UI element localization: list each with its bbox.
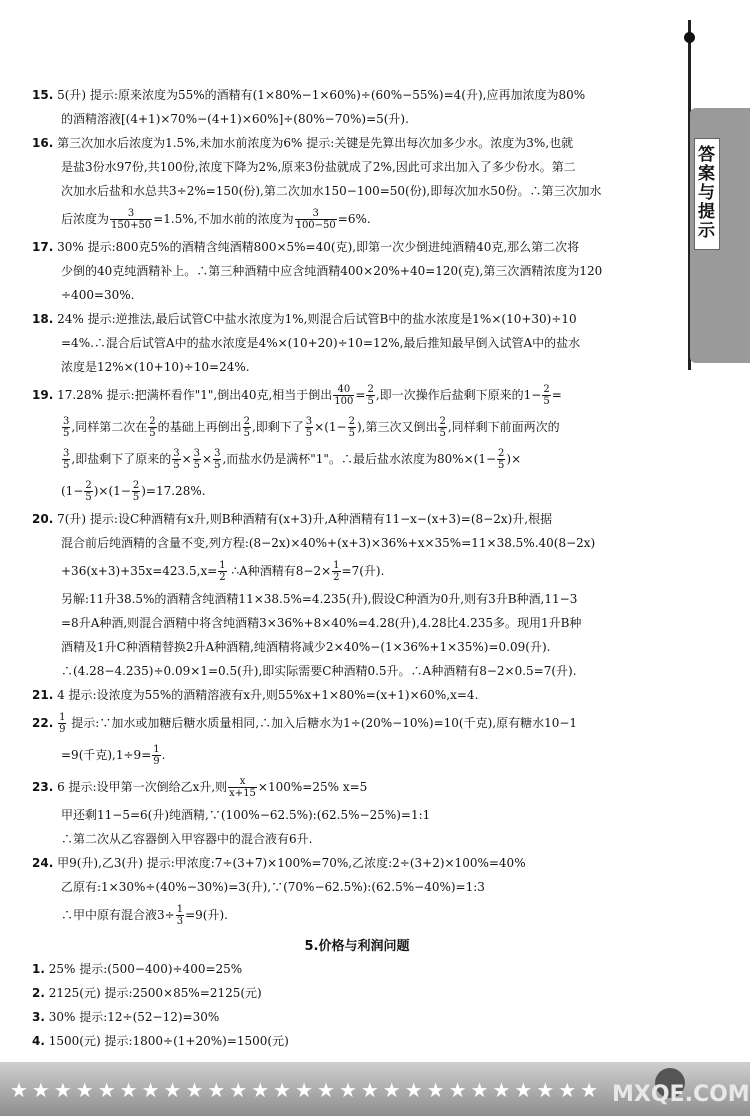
list-item bbox=[32, 1034, 682, 1049]
fraction: $\frac{1}{2}$ bbox=[333, 560, 340, 583]
answer-number: 3. bbox=[32, 1010, 45, 1024]
answer-number: 1. bbox=[32, 962, 45, 976]
answer-text: =9(千克),1÷9= bbox=[61, 748, 152, 762]
answer-number: 21. bbox=[32, 688, 54, 702]
answer-text: 提示:∵加水或加糖后糖水质量相同,∴加入后糖水为1÷(20%−10%)=10(千克),原有糖水10−1 bbox=[67, 716, 578, 730]
side-dot bbox=[684, 32, 695, 43]
answer-15 bbox=[32, 88, 682, 127]
list-item bbox=[32, 986, 682, 1001]
fraction: $\frac{3}{5}$ bbox=[193, 448, 201, 471]
answer-text: 2125(元) 提示:2500×85%=2125(元) bbox=[48, 986, 262, 1000]
answer-text: 30% 提示:800克5%的酒精含纯酒精800×5%=40(克),即第一次少倒进纯酒精40克,那么第二次将 bbox=[57, 240, 580, 254]
fraction: $\frac{2}{5}$ bbox=[439, 416, 446, 439]
answer-text: )=17.28%. bbox=[141, 484, 206, 498]
answer-text: 25% 提示:(500−400)÷400=25% bbox=[48, 962, 243, 976]
answer-text: )×(1− bbox=[93, 484, 131, 498]
answer-21 bbox=[32, 688, 682, 703]
fraction: $\frac{2}{5}$ bbox=[85, 480, 92, 503]
fraction: $\frac{2}{5}$ bbox=[348, 416, 355, 439]
answer-text: 6 提示:设甲第一次倒给乙x升,则 bbox=[57, 780, 228, 794]
answer-text: ,即盐剩下了原来的 bbox=[71, 452, 172, 466]
answer-number: 2. bbox=[32, 986, 45, 1000]
answer-text: =9(升). bbox=[185, 908, 228, 922]
answer-text: ∴(4.28−4.235)÷0.09×1=0.5(升),即实际需要C种酒精0.5升。∴A种酒精有8−2×0.5=7(升). bbox=[61, 664, 577, 678]
answer-text: 甲9(升),乙3(升) 提示:甲浓度:7÷(3+7)×100%=70%,乙浓度:2÷(3+2)×100%=40% bbox=[57, 856, 526, 870]
answer-text: 4 提示:设浓度为55%的酒精溶液有x升,则55%x+1×80%=(x+1)×60%,x=4. bbox=[57, 688, 479, 702]
list-item bbox=[32, 962, 682, 977]
answer-text: ∴甲中原有混合液3÷ bbox=[61, 908, 175, 922]
answer-text: 的基础上再倒出 bbox=[157, 420, 242, 434]
answer-text: ,即剩下了 bbox=[251, 420, 304, 434]
watermark: MXQE.COM bbox=[612, 1082, 750, 1107]
answer-20 bbox=[32, 512, 682, 679]
fraction: $\frac{3}{5}$ bbox=[63, 416, 70, 439]
answer-23 bbox=[32, 776, 682, 847]
answer-text: 少倒的40克纯酒精补上。∴第三种酒精中应含纯酒精400×20%+40=120(克),第三次酒精浓度为120 bbox=[61, 264, 603, 278]
answer-text: 酒精及1升C种酒精替换2升A种酒精,纯酒精将减少2×40%−(1×36%+1×35%)=0.09(升). bbox=[61, 640, 551, 654]
section5-list bbox=[32, 962, 682, 1049]
answer-text: ∴A种酒精有8−2× bbox=[227, 564, 332, 578]
answer-text: 24% 提示:逆推法,最后试管C中盐水浓度为1%,则混合后试管B中的盐水浓度是1%×(10+30)÷10 bbox=[57, 312, 577, 326]
answer-text: 是盐3份水97份,共100份,浓度下降为2%,原来3份盐就成了2%,因此可求出加入了多少份水。第二 bbox=[61, 160, 576, 174]
answer-text: (1− bbox=[61, 484, 84, 498]
answer-text: =8升A种酒,则混合酒精中将含纯酒精3×36%+8×40%=4.28(升),4.28比4.235多。现用1升B种 bbox=[61, 616, 582, 630]
fraction: $\frac{1}{9}$ bbox=[153, 744, 160, 767]
fraction: $\frac{2}{5}$ bbox=[149, 416, 156, 439]
answer-text: 1500(元) 提示:1800÷(1+20%)=1500(元) bbox=[48, 1034, 289, 1048]
fraction: $\frac{1}{2}$ bbox=[219, 560, 226, 583]
answer-19 bbox=[32, 384, 682, 503]
answer-number: 17. bbox=[32, 240, 54, 254]
fraction: $\frac{3}{150+50}$ bbox=[111, 208, 152, 231]
answer-text: ∴第二次从乙容器倒入甲容器中的混合液有6升. bbox=[61, 832, 313, 846]
answer-number: 20. bbox=[32, 512, 54, 526]
answer-text: 浓度是12%×(10+10)÷10=24%. bbox=[61, 360, 250, 374]
fraction: $\frac{2}{5}$ bbox=[132, 480, 140, 503]
fraction: $\frac{2}{5}$ bbox=[498, 448, 505, 471]
answer-number: 15. bbox=[32, 88, 54, 102]
answer-text: 甲还剩11−5=6(升)纯酒精,∵(100%−62.5%):(62.5%−25%)=1:1 bbox=[61, 808, 431, 822]
answer-text: ,同样剩下前面两次的 bbox=[447, 420, 560, 434]
answer-text: =7(升). bbox=[341, 564, 385, 578]
fraction: $\frac{40}{100}$ bbox=[334, 384, 354, 407]
answer-text: ×(1− bbox=[314, 420, 347, 434]
section-title: 5.价格与利润问题 bbox=[304, 939, 410, 954]
fraction: $\frac{3}{5}$ bbox=[173, 448, 180, 471]
answer-text: × bbox=[181, 452, 192, 466]
list-item bbox=[32, 1010, 682, 1025]
answer-text: ×100%=25% x=5 bbox=[257, 780, 368, 794]
answer-text: 乙原有:1×30%÷(40%−30%)=3(升),∵(70%−62.5%):(62.5%−40%)=1:3 bbox=[61, 880, 485, 894]
fraction: $\frac{3}{5}$ bbox=[63, 448, 70, 471]
answer-16 bbox=[32, 136, 682, 231]
answer-22 bbox=[32, 712, 682, 767]
answer-24 bbox=[32, 856, 682, 927]
fraction: $\frac{3}{100-50}$ bbox=[295, 208, 336, 231]
answer-17 bbox=[32, 240, 682, 303]
fraction: $\frac{3}{5}$ bbox=[214, 448, 221, 471]
fraction: $\frac{2}{5}$ bbox=[367, 384, 374, 407]
answer-text: = bbox=[551, 388, 562, 402]
answer-text: 17.28% 提示:把满杯看作"1",倒出40克,相当于倒出 bbox=[57, 388, 333, 402]
answer-text: = bbox=[355, 388, 366, 402]
answer-number: 16. bbox=[32, 136, 54, 150]
answer-text: ÷400=30%. bbox=[61, 288, 135, 302]
answer-text: ,同样第二次在 bbox=[71, 420, 148, 434]
answer-number: 4. bbox=[32, 1034, 45, 1048]
answer-text: 第三次加水后浓度为1.5%,未加水前浓度为6% 提示:关键是先算出每次加多少水。浓度为3%,也就 bbox=[57, 136, 574, 150]
answer-text: . bbox=[161, 748, 166, 762]
fraction: $\frac{x}{x+15}$ bbox=[229, 776, 256, 799]
answer-text: 次加水后盐和水总共3÷2%=150(份),第二次加水150−100=50(份),即每次加水50份。∴第三次加水 bbox=[61, 184, 602, 198]
answer-text: 30% 提示:12÷(52−12)=30% bbox=[48, 1010, 220, 1024]
answer-number: 18. bbox=[32, 312, 54, 326]
answer-text: 另解:11升38.5%的酒精含纯酒精11×38.5%=4.235(升),假设C种酒为0升,则有3升B种酒,11−3 bbox=[61, 592, 578, 606]
fraction: $\frac{1}{3}$ bbox=[176, 904, 184, 927]
answer-text: ),第三次又倒出 bbox=[356, 420, 438, 434]
fraction: $\frac{2}{5}$ bbox=[543, 384, 550, 407]
answer-text: ,即一次操作后盐剩下原来的1− bbox=[375, 388, 542, 402]
fraction: $\frac{3}{5}$ bbox=[305, 416, 313, 439]
answer-text: 7(升) 提示:设C种酒精有x升,则B种酒精有(x+3)升,A种酒精有11−x−(x+3)=(8−2x)升,根据 bbox=[57, 512, 553, 526]
answer-text: 后浓度为 bbox=[61, 212, 110, 226]
answer-text: × bbox=[202, 452, 213, 466]
answer-text: 混合前后纯酒精的含量不变,列方程:(8−2x)×40%+(x+3)×36%+x×35%=11×38.5%.40(8−2x) bbox=[61, 536, 596, 550]
fraction: $\frac{1}{9}$ bbox=[59, 712, 66, 735]
answer-text: +36(x+3)+35x=423.5,x= bbox=[61, 564, 218, 578]
answer-text: =6%. bbox=[337, 212, 371, 226]
answer-text: ,而盐水仍是满杯"1"。∴最后盐水浓度为80%×(1− bbox=[222, 452, 497, 466]
answer-number: 23. bbox=[32, 780, 54, 794]
star-row: ★★★★★★★★★★★★★★★★★★★★★★★★★★★ bbox=[10, 1078, 603, 1102]
answer-text: )× bbox=[506, 452, 522, 466]
answer-18 bbox=[32, 312, 682, 375]
answer-number: 24. bbox=[32, 856, 54, 870]
answer-number: 19. bbox=[32, 388, 54, 402]
side-label: 答案与提示 bbox=[694, 145, 714, 240]
answer-number: 22. bbox=[32, 716, 54, 730]
answer-text: 5(升) 提示:原来浓度为55%的酒精有(1×80%−1×60%)÷(60%−55%)=4(升),应再加浓度为80% bbox=[57, 88, 586, 102]
answer-content bbox=[32, 88, 682, 1058]
answer-text: =1.5%,不加水前的浓度为 bbox=[153, 212, 294, 226]
answer-text: 的酒精溶液[(4+1)×70%−(4+1)×60%]÷(80%−70%)=5(升). bbox=[61, 112, 409, 126]
answer-text: =4%.∴混合后试管A中的盐水浓度是4%×(10+20)÷10=12%,最后推知最早倒入试管A中的盐水 bbox=[61, 336, 581, 350]
fraction: $\frac{2}{5}$ bbox=[243, 416, 250, 439]
